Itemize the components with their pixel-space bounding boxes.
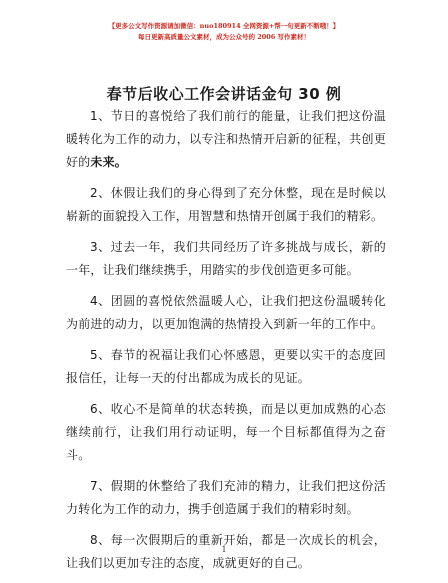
promo-line-2: 每日更新高质量公文素材，成为公众号的 2006 写作素材！ bbox=[137, 33, 311, 41]
document-title: 春节后收心工作会讲话金句 30 例 bbox=[106, 85, 342, 103]
paragraph-7 bbox=[66, 475, 386, 521]
paragraph-6 bbox=[66, 398, 386, 467]
promo-line-1: 【更多公文写作资源请加微信：nuo180914 全网资源+帮一句更新不断哦！】 bbox=[108, 22, 340, 30]
paragraph-text: 2、休假让我们的身心得到了充分休整，现在是时候以崭新的面貌投入工作，用智慧和热情开创属于我们的精彩。 bbox=[66, 186, 386, 223]
paragraph-text: 5、春节的祝福让我们心怀感恩，更要以实干的态度回报信任，让每一天的付出都成为成长的见证。 bbox=[66, 348, 386, 385]
paragraph-text: 4、团圆的喜悦依然温暖人心，让我们把这份温暖转化为前进的动力，以更加饱满的热情投入到新一年的工作中。 bbox=[66, 294, 386, 331]
promo-banner bbox=[0, 22, 448, 42]
paragraph-text: 8、每一次假期后的重新开始，都是一次成长的机会，让我们以更加专注的态度，成就更好的自己。 bbox=[66, 533, 386, 570]
paragraph-5 bbox=[66, 344, 386, 390]
paragraph-text: 1、节日的喜悦给了我们前行的能量，让我们把这份温暖转化为工作的动力，以专注和热情开启新的征程，共创更好的 bbox=[66, 109, 386, 169]
paragraph-2 bbox=[66, 182, 386, 228]
page-number: 1 bbox=[221, 545, 227, 554]
paragraph-4 bbox=[66, 290, 386, 336]
paragraph-text: 6、收心不是简单的状态转换，而是以更加成熟的心态继续前行，让我们用行动证明，每一个目标都值得为之奋斗。 bbox=[66, 402, 386, 462]
paragraph-3 bbox=[66, 236, 386, 282]
document-body bbox=[66, 105, 386, 583]
paragraph-emphasis: 未来。 bbox=[90, 155, 128, 169]
paragraph-1 bbox=[66, 105, 386, 174]
paragraph-text: 3、过去一年，我们共同经历了许多挑战与成长，新的一年，让我们继续携手，用踏实的步伐创造更多可能。 bbox=[66, 240, 386, 277]
paragraph-text: 7、假期的休整给了我们充沛的精力，让我们把这份活力转化为工作的动力，携手创造属于我们的精彩时刻。 bbox=[66, 479, 386, 516]
